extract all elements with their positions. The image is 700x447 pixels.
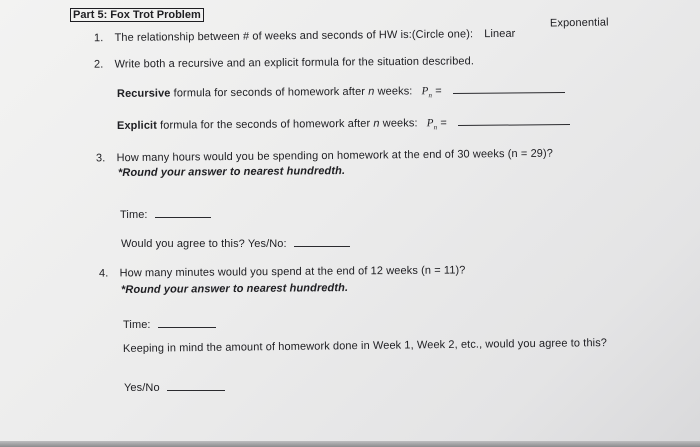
q3-time-line <box>120 208 211 221</box>
q2-text: Write both a recursive and an explicit formula for the situation described. <box>114 55 475 71</box>
recursive-description: formula for seconds of homework after <box>170 85 369 100</box>
q3-time-blank[interactable] <box>155 208 211 218</box>
question-1 <box>94 28 516 44</box>
explicit-formula-line <box>117 115 570 134</box>
recursive-answer-blank[interactable] <box>453 83 565 94</box>
explicit-weeks: weeks: <box>379 117 418 130</box>
q1-number: 1. <box>93 32 104 45</box>
q3-text: How many hours would you be spending on homework at the end of 30 weeks (n = 29)? <box>116 147 554 165</box>
q1-option-linear: Linear <box>484 27 516 41</box>
explicit-equals: = <box>440 117 447 130</box>
q4-yesno-label: Yes/No <box>124 382 160 394</box>
explicit-n: n <box>373 117 380 130</box>
q3-rounding-note: *Round your answer to nearest hundredth. <box>117 165 346 179</box>
q4-rounding-note: *Round your answer to nearest hundredth. <box>120 282 349 296</box>
q2-number: 2. <box>93 58 104 71</box>
q4-time-label: Time: <box>123 319 151 331</box>
recursive-equals: = <box>435 85 442 98</box>
explicit-description: formula for the seconds of homework after <box>156 117 374 132</box>
part-title <box>70 5 204 23</box>
q1-text: The relationship between # of weeks and seconds of HW is:(Circle one): <box>114 28 474 44</box>
part-title-text: Part 5: Fox Trot Problem <box>70 8 204 22</box>
recursive-weeks: weeks: <box>374 85 413 98</box>
explicit-answer-blank[interactable] <box>458 115 570 126</box>
q3-time-label: Time: <box>120 209 148 221</box>
question-3 <box>96 148 553 165</box>
recursive-label: Recursive <box>116 87 171 100</box>
q4-keeping-text: Keeping in mind the amount of homework done in Week 1, Week 2, etc., would you agree to this? <box>122 337 608 355</box>
q4-number: 4. <box>98 267 109 280</box>
q4-time-blank[interactable] <box>158 318 216 328</box>
q4-yesno-line <box>124 381 225 394</box>
recursive-formula-line <box>117 83 565 102</box>
q4-time-line <box>123 318 216 331</box>
q4-text: How many minutes would you spend at the end of 12 weeks (n = 11)? <box>119 264 466 280</box>
q4-yesno-blank[interactable] <box>167 381 225 391</box>
q3-agree-line <box>121 237 350 250</box>
recursive-formula-lhs: $P_n$ <box>421 85 433 100</box>
question-2 <box>94 55 474 70</box>
q3-agree-blank[interactable] <box>294 237 350 247</box>
q1-option-exponential: Exponential <box>549 16 609 30</box>
page-edge-shadow <box>0 441 700 447</box>
q3-agree-label: Would you agree to this? Yes/No: <box>121 238 287 250</box>
explicit-label: Explicit <box>116 119 157 132</box>
explicit-formula-lhs: $P_n$ <box>426 117 438 132</box>
question-4 <box>99 264 466 279</box>
recursive-n: n <box>368 85 375 98</box>
q3-number: 3. <box>95 152 106 165</box>
